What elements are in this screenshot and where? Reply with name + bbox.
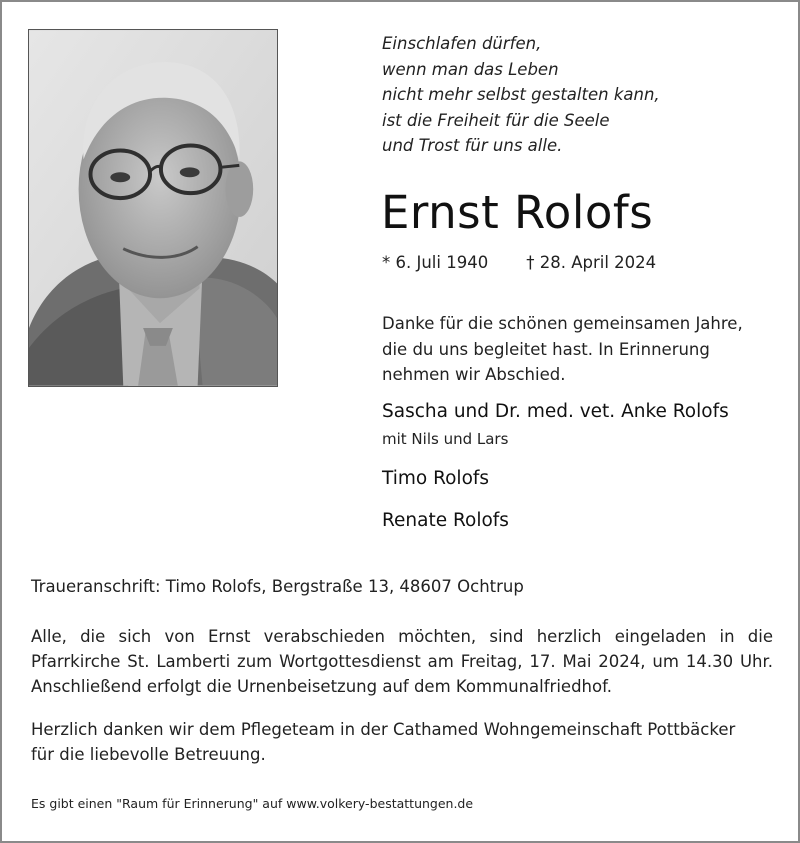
poem-line: nicht mehr selbst gestalten kann, <box>382 85 660 104</box>
birth-date: * 6. Juli 1940 <box>382 253 489 272</box>
poem-line: Einschlafen dürfen, <box>382 34 542 53</box>
death-date: † 28. April 2024 <box>526 253 657 272</box>
gratitude-paragraph <box>31 717 773 767</box>
family-member-2: Timo Rolofs <box>382 468 490 489</box>
family-member-1: Sascha und Dr. med. vet. Anke Rolofs <box>382 401 729 422</box>
gratitude-line: für die liebevolle Betreuung. <box>31 745 266 764</box>
life-dates <box>382 253 656 272</box>
deceased-name: Ernst Rolofs <box>381 186 654 239</box>
thanks-text <box>382 311 743 388</box>
thanks-line: die du uns begleitet hast. In Erinnerung <box>382 339 710 359</box>
poem-line: und Trost für uns alle. <box>382 136 563 155</box>
thanks-line: nehmen wir Abschied. <box>382 365 566 384</box>
family-member-1-children: mit Nils und Lars <box>382 430 509 448</box>
thanks-line: Danke für die schönen gemeinsamen Jahre, <box>382 314 743 333</box>
poem-line: wenn man das Leben <box>382 59 559 79</box>
mourning-address: Traueranschrift: Timo Rolofs, Bergstraße 13, 48607 Ochtrup <box>31 577 524 596</box>
poem <box>382 31 660 159</box>
family-member-3: Renate Rolofs <box>382 510 509 531</box>
invitation-line: Anschließend erfolgt die Urnenbeisetzung auf dem Kommunalfriedhof. <box>31 677 612 696</box>
invitation-paragraph <box>31 624 773 699</box>
invitation-line: Pfarrkirche St. Lamberti zum Wortgottesdienst am Freitag, 17. Mai 2024, um 14.30 Uhr. <box>31 652 773 671</box>
footer-note: Es gibt einen "Raum für Erinnerung" auf www.volkery-bestattungen.de <box>31 796 474 811</box>
poem-line: ist die Freiheit für die Seele <box>382 110 610 130</box>
portrait-photo <box>28 29 278 387</box>
invitation-line: Alle, die sich von Ernst verabschieden möchten, sind herzlich eingeladen in die <box>31 627 773 646</box>
gratitude-line: Herzlich danken wir dem Pflegeteam in der Cathamed Wohngemeinschaft Pottbäcker <box>31 720 736 739</box>
